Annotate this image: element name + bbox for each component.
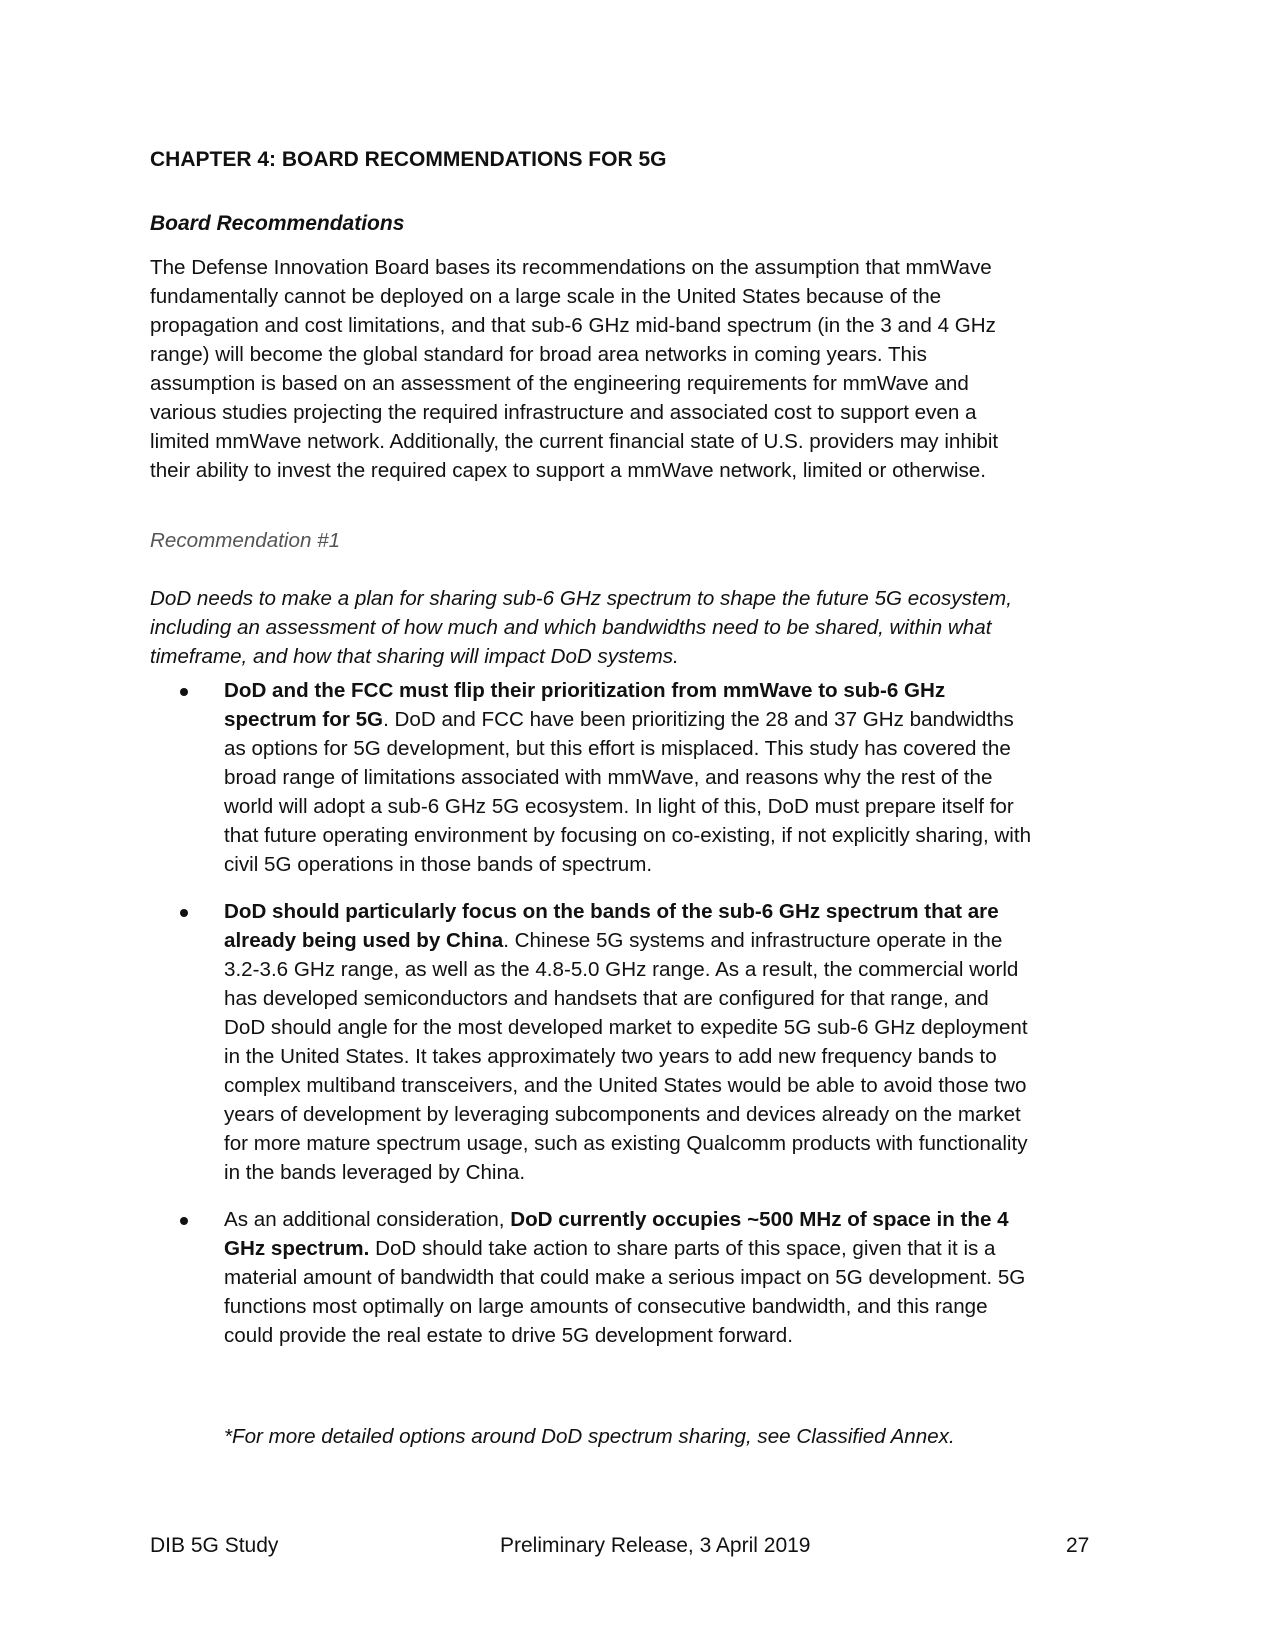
bullet-line: broad range of limitations associated with mmWave, and reasons why the rest of the [224,766,993,789]
bullet-line: in the United States. It takes approximately two years to add new frequency bands to [224,1045,997,1068]
classified-annex-note: *For more detailed options around DoD spectrum sharing, see Classified Annex. [224,1425,955,1448]
intro-line: limited mmWave network. Additionally, the current financial state of U.S. providers may inhibit [150,430,999,453]
footer-document-title: DIB 5G Study [150,1534,279,1557]
intro-line: their ability to invest the required capex to support a mmWave network, limited or otherwise. [150,459,986,482]
bullet-line: for more mature spectrum usage, such as existing Qualcomm products with functionality [224,1132,1028,1155]
bullet-line: world will adopt a sub-6 GHz 5G ecosystem. In light of this, DoD must prepare itself for [224,795,1014,818]
bullet-line: DoD should angle for the most developed market to expedite 5G sub-6 GHz deployment [224,1016,1028,1039]
bullet-item-china-bands [224,897,1028,1187]
intro-line: The Defense Innovation Board bases its recommendations on the assumption that mmWave [150,256,992,279]
text: . Chinese 5G systems and infrastructure operate in the [503,929,1003,952]
bold-text: spectrum for 5G [224,708,384,731]
text: . DoD and FCC have been prioritizing the 28 and 37 GHz bandwidths [383,708,1014,731]
bullet-icon [180,1217,188,1225]
bullet-line [224,705,1031,734]
bullet-item-4ghz-spectrum [224,1205,1025,1350]
text: As an additional consideration, [224,1208,511,1231]
bold-text: DoD and the FCC must flip their prioritization from mmWave to sub-6 GHz [224,679,946,702]
intro-line: range) will become the global standard for broad area networks in coming years. This [150,343,927,366]
bullet-line: years of development by leveraging subcomponents and devices already on the market [224,1103,1021,1126]
bullet-item-mmwave-priority [224,676,1031,879]
recommendation-line: timeframe, and how that sharing will impact DoD systems. [150,645,679,668]
bullet-line: could provide the real estate to drive 5G development forward. [224,1324,793,1347]
bullet-line: complex multiband transceivers, and the United States would be able to avoid those two [224,1074,1027,1097]
bullet-line [224,926,1028,955]
recommendation-statement [150,584,1012,671]
bullet-line: material amount of bandwidth that could make a serious impact on 5G development. 5G [224,1266,1026,1289]
bullet-line: 3.2-3.6 GHz range, as well as the 4.8-5.0 GHz range. As a result, the commercial world [224,958,1019,981]
intro-paragraph [150,253,998,485]
bold-text: DoD should particularly focus on the bands of the sub-6 GHz spectrum that are [224,900,999,923]
bullet-line: civil 5G operations in those bands of spectrum. [224,853,653,876]
intro-line: propagation and cost limitations, and that sub-6 GHz mid-band spectrum (in the 3 and 4 GHz [150,314,996,337]
bold-text: DoD currently occupies ~500 MHz of space in the 4 [510,1208,1009,1231]
page-number: 27 [1066,1534,1090,1557]
intro-line: assumption is based on an assessment of the engineering requirements for mmWave and [150,372,969,395]
bullet-line: as options for 5G development, but this effort is misplaced. This study has covered the [224,737,1011,760]
bold-text: GHz spectrum. [224,1237,370,1260]
recommendation-line: DoD needs to make a plan for sharing sub-6 GHz spectrum to shape the future 5G ecosystem, [150,587,1012,610]
chapter-title: CHAPTER 4: BOARD RECOMMENDATIONS FOR 5G [150,148,667,171]
bullet-icon [180,688,188,696]
bullet-line [224,1205,1025,1234]
bold-text: already being used by China [224,929,504,952]
bullet-icon [180,909,188,917]
bullet-line: in the bands leveraged by China. [224,1161,526,1184]
bullet-line: that future operating environment by focusing on co-existing, if not explicitly sharing, with [224,824,1032,847]
bullet-line: has developed semiconductors and handsets that are configured for that range, and [224,987,989,1010]
intro-line: various studies projecting the required infrastructure and associated cost to support even a [150,401,977,424]
text: DoD should take action to share parts of this space, given that it is a [369,1237,996,1260]
recommendation-line: including an assessment of how much and which bandwidths need to be shared, within what [150,616,992,639]
intro-line: fundamentally cannot be deployed on a large scale in the United States because of the [150,285,942,308]
footer-release-date: Preliminary Release, 3 April 2019 [500,1534,811,1557]
recommendation-label: Recommendation #1 [150,529,341,552]
bullet-line [224,897,1028,926]
section-heading: Board Recommendations [150,212,405,235]
bullet-line [224,676,1031,705]
bullet-line [224,1234,1025,1263]
bullet-line: functions most optimally on large amounts of consecutive bandwidth, and this range [224,1295,988,1318]
